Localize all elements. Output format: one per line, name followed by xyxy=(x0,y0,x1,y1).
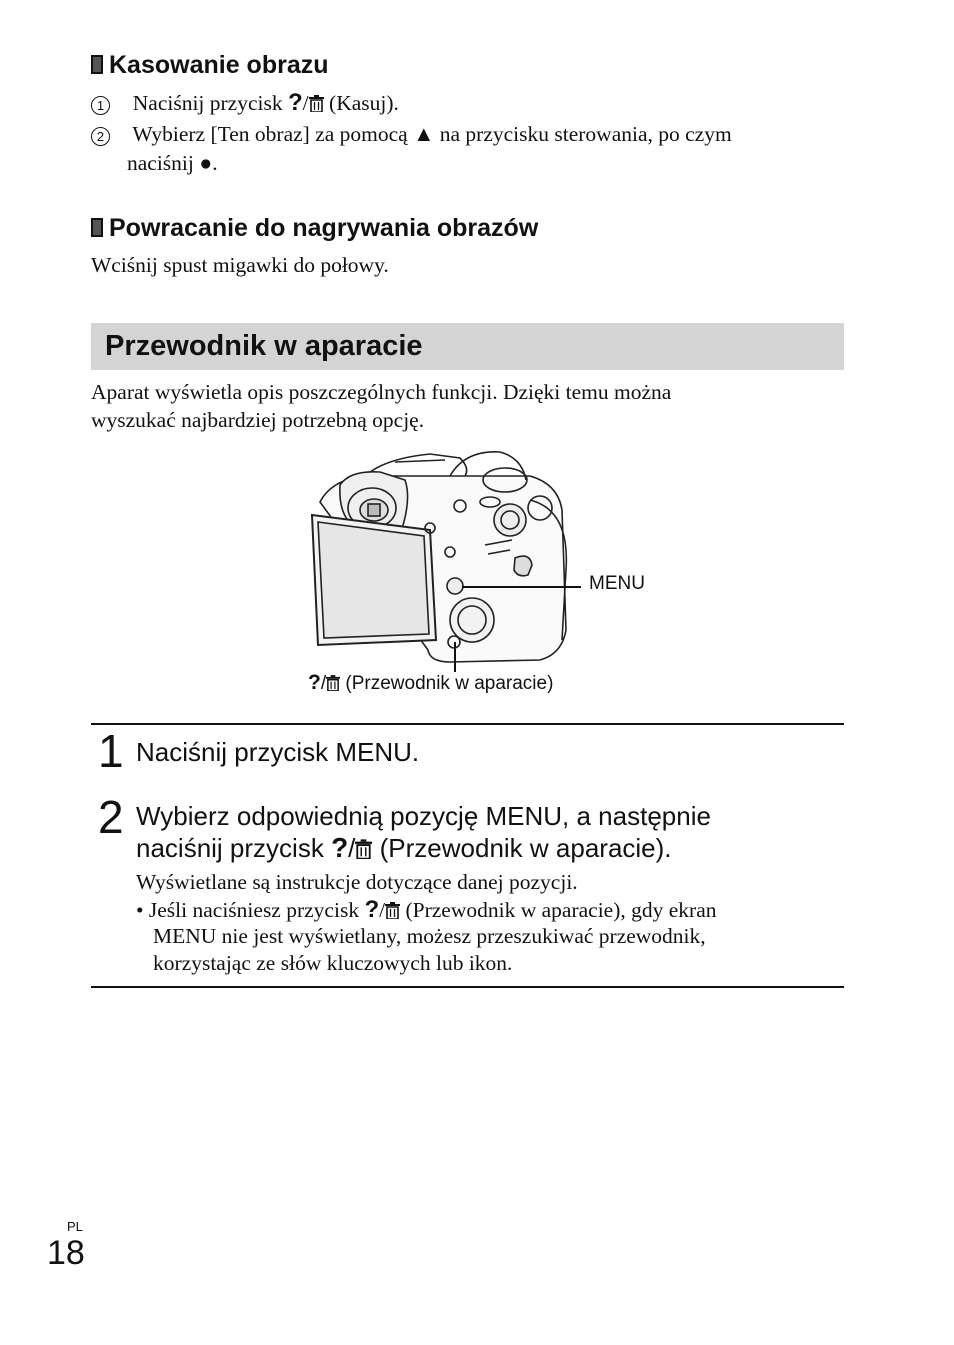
heading-kasowanie: Kasowanie obrazu xyxy=(91,50,329,80)
step-2-bullet-line-1: • Jeśli naciśniesz przycisk ?/ (Przewodnik w aparacie), gdy ekran xyxy=(136,896,717,923)
question-mark-icon: ? xyxy=(308,671,321,694)
step-2-bullet-line-2: MENU nie jest wyświetlany, możesz przeszukiwać przewodnik, xyxy=(153,924,706,948)
heading-marker-icon xyxy=(91,218,103,237)
step-number-2: 2 xyxy=(91,127,110,146)
intro-line-2: wyszukać najbardziej potrzebną opcję. xyxy=(91,408,425,432)
menu-callout-line xyxy=(462,586,581,588)
step-2-line-2: naciśnij przycisk ?/ (Przewodnik w aparacie). xyxy=(136,832,672,863)
page-number: 18 xyxy=(47,1234,85,1272)
trash-icon xyxy=(355,834,372,854)
heading-marker-icon xyxy=(91,55,103,74)
question-mark-icon: ? xyxy=(331,832,349,863)
trash-icon xyxy=(385,898,400,915)
step-2-line-1: Wybierz odpowiednią pozycję MENU, a następnie xyxy=(136,801,711,831)
steps-top-rule xyxy=(91,723,844,725)
intro-line-1: Aparat wyświetla opis poszczególnych funkcji. Dzięki temu można xyxy=(91,380,672,404)
camera-drawing xyxy=(300,440,600,670)
camera-illustration xyxy=(300,440,600,670)
question-mark-icon: ? xyxy=(364,896,380,923)
section-title: Przewodnik w aparacie xyxy=(105,330,423,362)
question-mark-icon: ? xyxy=(288,89,303,116)
steps-bottom-rule xyxy=(91,986,844,988)
step-2-note: Wyświetlane są instrukcje dotyczące danej pozycji. xyxy=(136,870,578,894)
menu-callout-label: MENU xyxy=(589,573,645,594)
step-2-select: 2 Wybierz [Ten obraz] za pomocą ▲ na przycisku sterowania, po czym xyxy=(91,120,732,149)
guide-callout-label: ?/ (Przewodnik w aparacie) xyxy=(308,671,554,694)
step-2-line2: naciśnij ●. xyxy=(127,151,218,175)
half-press-text: Wciśnij spust migawki do połowy. xyxy=(91,253,389,277)
step-2-number: 2 xyxy=(98,791,124,843)
step-2-bullet-line-3: korzystając ze słów kluczowych lub ikon. xyxy=(153,951,513,975)
trash-icon xyxy=(309,91,324,108)
step-1-number: 1 xyxy=(98,725,124,777)
guide-callout-line xyxy=(454,642,456,672)
section-band xyxy=(91,323,844,370)
language-code: PL xyxy=(67,1219,83,1234)
step-number-1: 1 xyxy=(91,96,110,115)
trash-icon xyxy=(326,675,340,691)
step-1-delete: 1 Naciśnij przycisk ?/ (Kasuj). xyxy=(91,88,399,118)
step-1-text: Naciśnij przycisk MENU. xyxy=(136,737,420,767)
heading-powracanie: Powracanie do nagrywania obrazów xyxy=(91,213,538,243)
